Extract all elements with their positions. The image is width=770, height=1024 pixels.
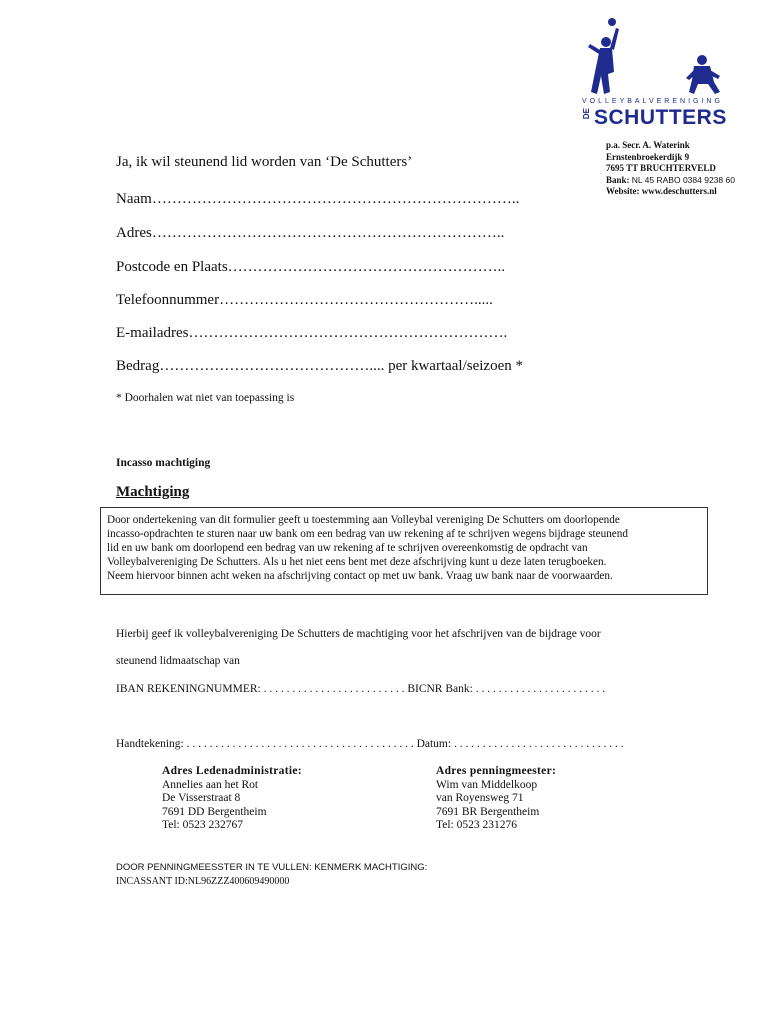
mandate-line: incasso-opdrachten te sturen naar uw bank om een bedrag van uw rekening af te schrijven wegens bijdrage steunend [107, 528, 628, 540]
website-line [606, 186, 735, 198]
authorization-line: steunend lidmaatschap van [116, 655, 240, 667]
field-emailadres[interactable]: E-mailadres………………………………………………………. [116, 325, 508, 341]
admin-address-line: Tel: 0523 232767 [162, 819, 243, 831]
signature-date-field[interactable]: Handtekening: . . . . . . . . . . . . . . . . . . . . . . . . . . . . . . . . . . . . . . . . Datum: . . . . . . . . . . . . . . . . . . . . . . . . . . . . . . [116, 738, 624, 750]
club-address [606, 140, 735, 198]
field-bedrag[interactable]: Bedrag…………………………………….... per kwartaal/seizoen * [116, 358, 523, 374]
mandate-line: lid en uw bank om doorlopend een bedrag van uw rekening af te schrijven overeenkomstig de opdracht van [107, 542, 588, 554]
field-telefoonnummer[interactable]: Telefoonnummer……………………………………………..... [116, 292, 493, 308]
admin-address-heading: Adres Ledenadministratie: [162, 765, 302, 777]
bank-value: NL 45 RABO 0384 9238 60 [631, 174, 735, 185]
website-label: Website: [606, 186, 640, 196]
field-naam[interactable]: Naam……………………………………………………………….. [116, 191, 520, 207]
address-line: Ernstenbroekerdijk 9 [606, 151, 690, 162]
website-value[interactable]: www.deschutters.nl [641, 186, 717, 196]
treasurer-address-line: Wim van Middelkoop [436, 778, 538, 791]
treasurer-fill-line: DOOR PENNINGMEESSTER IN TE VULLEN: KENMERK MACHTIGING: [116, 862, 428, 873]
mandate-line: Neem hiervoor binnen acht weken na afschrijving contact op met uw bank. Vraag uw bank naar de voorwaarden. [107, 570, 613, 582]
address-line: 7695 TT BRUCHTERVELD [606, 163, 716, 173]
treasurer-address-line: Tel: 0523 231276 [436, 819, 517, 831]
treasurer-address-heading: Adres penningmeester: [436, 765, 557, 777]
admin-address-line: De Visserstraat 8 [162, 792, 241, 804]
club-logo [580, 14, 740, 129]
field-postcode-plaats[interactable]: Postcode en Plaats……………………………………………….. [116, 259, 506, 275]
field-adres[interactable]: Adres…………………………………………………………….. [116, 225, 505, 241]
admin-address [162, 765, 302, 833]
creditor-id: INCASSANT ID:NL96ZZZ400609490000 [116, 876, 290, 887]
treasurer-address-line: 7691 BR Bergentheim [436, 805, 540, 818]
mandate-line: Door ondertekening van dit formulier geeft u toestemming aan Volleybal vereniging De Schutters om doorlopende [107, 514, 620, 526]
admin-address-line: Annelies aan het Rot [162, 778, 259, 791]
iban-bic-field[interactable]: IBAN REKENINGNUMMER: . . . . . . . . . . . . . . . . . . . . . . . . . BICNR Bank: . . . . . . . . . . . . . . . . . . . . . . . [116, 683, 606, 695]
mandate-line: Volleybalvereniging De Schutters. Als u het niet eens bent met deze afschrijving kunt u deze laten terugboeken. [107, 556, 607, 568]
footnote: * Doorhalen wat niet van toepassing is [116, 392, 295, 404]
authorization-line: Hierbij geef ik volleybalvereniging De Schutters de machtiging voor het afschrijven van de bijdrage voor [116, 628, 601, 640]
logo-prefix: DE [582, 108, 591, 120]
logo-tagline: VOLLEYBALVERENIGING [582, 98, 723, 105]
admin-address-line: 7691 DD Bergentheim [162, 805, 267, 818]
logo-name: SCHUTTERS [594, 106, 727, 129]
treasurer-address-line: van Royensweg 71 [436, 792, 524, 804]
incasso-heading: Incasso machtiging [116, 457, 211, 469]
treasurer-address [436, 765, 556, 833]
form-title: Ja, ik wil steunend lid worden van ‘De Schutters’ [116, 154, 413, 170]
bank-label: Bank: [606, 174, 630, 185]
bank-line [606, 175, 735, 187]
address-line: p.a. Secr. A. Waterink [606, 140, 690, 150]
mandate-text-box [100, 507, 708, 595]
machtiging-heading: Machtiging [116, 484, 190, 500]
